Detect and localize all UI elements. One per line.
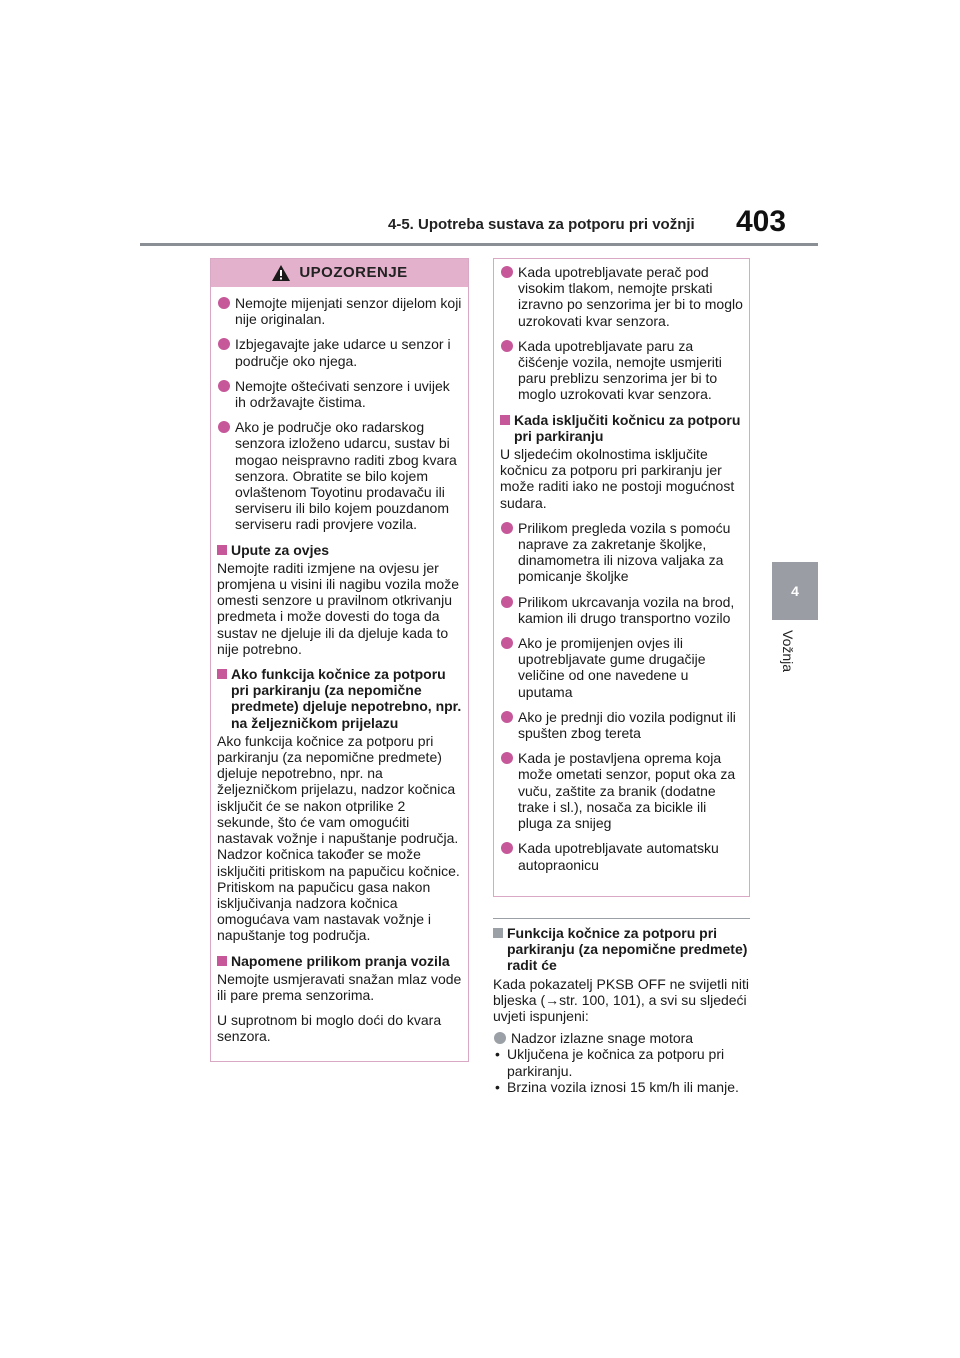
washing-text: Nemojte usmjeravati snažan mlaz vode ili pare prema senzorima. [217, 970, 462, 1003]
warning-bullet: Ako je prednji dio vozila podignut ili spušten zbog tereta [500, 709, 743, 741]
disable-heading: Kada isključiti kočnicu za potporu pri parkiranju [500, 412, 743, 444]
washing-heading: Napomene prilikom pranja vozila [217, 953, 462, 969]
chapter-number: 4 [791, 583, 799, 599]
disable-text: U sljedećim okolnostima isključite kočnicu za potporu pri parkiranju jer može raditi iako ne postoji mogućnost sudara. [500, 446, 735, 511]
operation-intro: Kada pokazatelj PKSB OFF ne svijetli niti bljeska (→str. 100, 101), a svi su sljedeći uvjeti ispunjeni: [493, 975, 750, 1025]
chapter-label: Vožnja [780, 630, 796, 673]
condition-bullet: Nadzor izlazne snage motora [493, 1030, 750, 1046]
warning-bullet: Prilikom ukrcavanja vozila na brod, kamion ili drugo transportno vozilo [500, 594, 743, 626]
warning-bullet: Kada upotrebljavate perač pod visokim tlakom, nemojte prskati izravno po senzorima jer bi to moglo uzrokovati kvar senzora. [500, 264, 743, 329]
warning-bullet: Izbjegavajte jake udarce u senzor i područje oko njega. [217, 336, 462, 368]
warning-bullet: Kada upotrebljavate automatsku autopraonicu [500, 840, 743, 872]
warning-bullet: Nemojte mijenjati senzor dijelom koji nije originalan. [217, 295, 462, 327]
warning-bullet: Kada je postavljena oprema koja može ometati senzor, poput oka za vuču, zaštite za branik (dodatne trake i sl.), nosača za bicikle ili pluga za snijeg [500, 750, 743, 831]
condition-item: • Uključena je kočnica za potporu pri parkiranju. [493, 1046, 750, 1078]
warning-title: UPOZORENJE [299, 263, 408, 281]
warning-triangle-icon [271, 264, 291, 282]
page-number: 403 [736, 205, 787, 238]
warning-bullet: Prilikom pregleda vozila s pomoću naprave za zakretanje školjke, dinamometra ili nizova valjaka za pomicanje školjke [500, 520, 743, 585]
unnecessary-operation-text: Ako funkcija kočnice za potporu pri parkiranju (za nepomične predmete) djeluje nepotrebno, npr. na željezničkom prijelazu, nadzor kočnica isključit će se nakon otprilike 2 sekunde, što će vam omogućiti nastavak vožnje i napuštanje područja. Nadzor kočnica također se može isključiti pritiskom na papučicu kočnice. Pritiskom na papučicu gasa nakon isključivanja nadzora kočnica omogućava vam nastavak vožnje i napuštanje tog područja. [217, 732, 460, 944]
operation-heading: Funkcija kočnice za potporu pri parkiranju (za nepomične predmete) radit će [493, 925, 750, 974]
suspension-text: Nemojte raditi izmjene na ovjesu jer promjena u visini ili nagibu vozila može omesti senzore u pravilnom otkrivanju predmeta i može dovesti do toga da sustav ne djeluje ili da djeluje kada to nije potrebno. [217, 559, 460, 657]
chapter-tab [772, 562, 818, 620]
warning-box [210, 258, 469, 1062]
unnecessary-operation-heading: Ako funkcija kočnice za potporu pri parkiranju (za nepomične predmete) djeluje nepotrebno, npr. na željezničkom prijelazu [217, 666, 462, 731]
washing-text: U suprotnom bi moglo doći do kvara senzora. [217, 1012, 442, 1045]
warning-bullet: Ako je područje oko radarskog senzora izloženo udarcu, sustav bi mogao neispravno raditi zbog kvara senzora. Obratite se bilo kojem ovlaštenom Toyotinu prodavaču ili serviseru ili bilo kojem pouzdanom serviseru radi provjere vozila. [217, 419, 462, 532]
warning-bullet: Ako je promijenjen ovjes ili upotrebljavate gume drugačije veličine od one navedene u uputama [500, 635, 743, 700]
warning-bullet: Kada upotrebljavate paru za čišćenje vozila, nemojte usmjeriti paru preblizu senzorima jer bi to moglo uzrokovati kvar senzora. [500, 338, 743, 403]
header-divider [140, 243, 818, 246]
suspension-heading: Upute za ovjes [217, 542, 462, 558]
condition-item: • Brzina vozila iznosi 15 km/h ili manje. [493, 1079, 750, 1095]
operation-section [493, 918, 750, 1095]
warning-bullet: Nemojte oštećivati senzore i uvijek ih održavajte čistima. [217, 378, 462, 410]
section-title: 4-5. Upotreba sustava za potporu pri vožnji [388, 216, 695, 233]
warning-header [211, 259, 468, 287]
warning-box-continued [493, 258, 750, 897]
